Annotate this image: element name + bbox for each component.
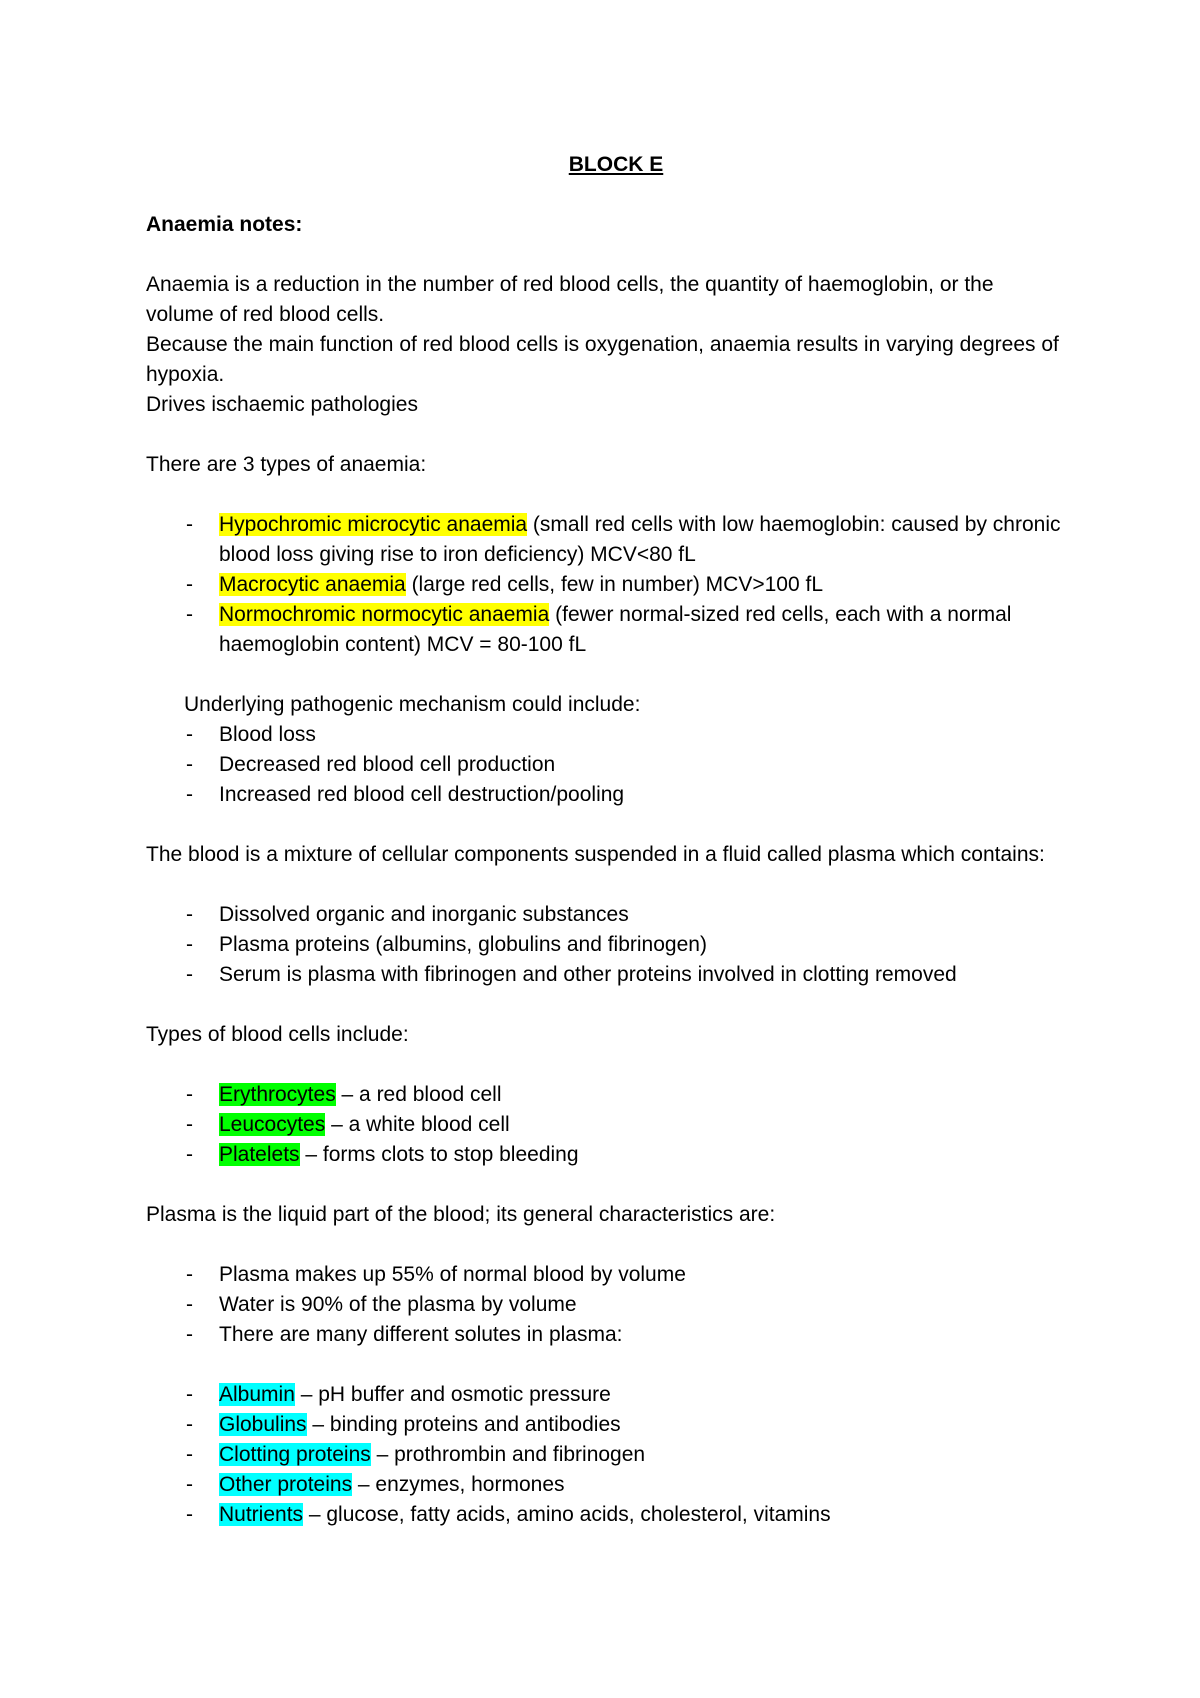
list-item: - Plasma proteins (albumins, globulins and fibrinogen) [146,930,1066,960]
list-item: - Blood loss [146,720,1066,750]
term-description: – a red blood cell [335,1083,502,1106]
page-title: BLOCK E [568,153,664,176]
list-item [146,1440,1066,1470]
plasma-solutes-list [146,1380,1066,1530]
plasma-lead: Plasma is the liquid part of the blood; its general characteristics are: [146,1203,776,1226]
term-description: (small red cells with low haemoglobin: caused by chronic blood loss giving rise to iron deficiency) MCV<80 fL [219,513,1061,566]
list-item: - Decreased red blood cell production [146,750,1066,780]
term-description: (large red cells, few in number) MCV>100 fL [405,573,823,596]
list-item [146,1380,1066,1410]
highlighted-term: Nutrients [219,1503,304,1526]
list-item [146,1140,1066,1170]
plasma-characteristics-list [146,1260,1066,1350]
intro-paragraph [146,270,1066,420]
term-description: – glucose, fatty acids, amino acids, cholesterol, vitamins [303,1503,831,1526]
intro-line: Drives ischaemic pathologies [146,393,418,416]
term-description: – prothrombin and fibrinogen [370,1443,646,1466]
intro-line: Anaemia is a reduction in the number of red blood cells, the quantity of haemoglobin, or the volume of red blood cells. [146,273,994,326]
cells-lead: Types of blood cells include: [146,1023,409,1046]
list-item: - Plasma makes up 55% of normal blood by volume [146,1260,1066,1290]
term-description: – a white blood cell [325,1113,510,1136]
list-item [146,600,1066,660]
highlighted-term: Platelets [219,1143,300,1166]
list-item [146,1080,1066,1110]
section-heading: Anaemia notes: [146,213,303,236]
highlighted-term: Other proteins [219,1473,353,1496]
types-lead: There are 3 types of anaemia: [146,453,427,476]
term-description: – forms clots to stop bleeding [299,1143,579,1166]
list-item [146,510,1066,570]
list-item: - Serum is plasma with fibrinogen and other proteins involved in clotting removed [146,960,1066,990]
term-description: – pH buffer and osmotic pressure [294,1383,611,1406]
highlighted-term: Macrocytic anaemia [219,573,406,596]
list-item [146,1500,1066,1530]
list-item [146,1470,1066,1500]
highlighted-term: Erythrocytes [219,1083,336,1106]
anaemia-types-list [146,510,1066,660]
highlighted-term: Clotting proteins [219,1443,371,1466]
highlighted-term: Albumin [219,1383,295,1406]
term-description: – enzymes, hormones [352,1473,565,1496]
list-item [146,1110,1066,1140]
highlighted-term: Hypochromic microcytic anaemia [219,513,528,536]
list-item: - Dissolved organic and inorganic substances [146,900,1066,930]
intro-line: Because the main function of red blood cells is oxygenation, anaemia results in varying degrees of hypoxia. [146,333,1059,386]
list-item: - Water is 90% of the plasma by volume [146,1290,1066,1320]
highlighted-term: Normochromic normocytic anaemia [219,603,550,626]
mechanism-lead: Underlying pathogenic mechanism could include: [184,693,641,716]
highlighted-term: Leucocytes [219,1113,326,1136]
term-description: – binding proteins and antibodies [306,1413,621,1436]
blood-cells-list [146,1080,1066,1170]
mechanism-list [146,720,1066,810]
list-item: - There are many different solutes in plasma: [146,1320,1066,1350]
document-body [146,150,1066,1560]
term-description: (fewer normal-sized red cells, each with a normal haemoglobin content) MCV = 80-100 fL [219,603,1012,656]
blood-contents-list [146,900,1066,990]
list-item [146,1410,1066,1440]
blood-lead: The blood is a mixture of cellular components suspended in a fluid called plasma which contains: [146,843,1045,866]
list-item [146,570,1066,600]
list-item: - Increased red blood cell destruction/pooling [146,780,1066,810]
highlighted-term: Globulins [219,1413,307,1436]
